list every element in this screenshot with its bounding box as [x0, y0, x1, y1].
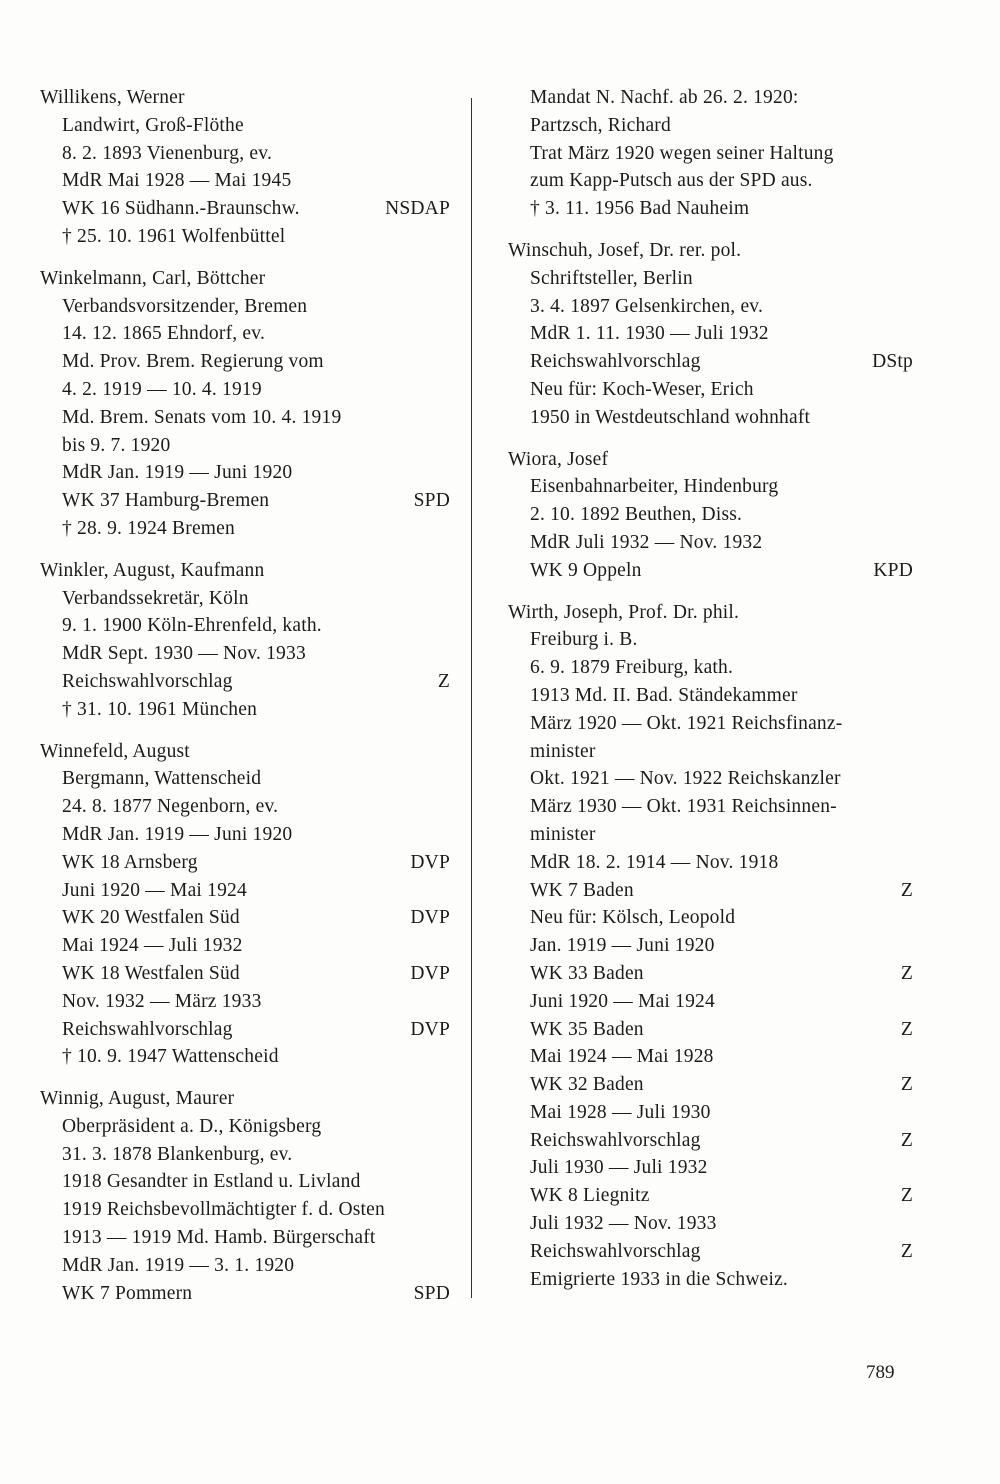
entry-line-text: Mandat N. Nachf. ab 26. 2. 1920: — [530, 87, 799, 108]
entry-line-text: WK 18 Westfalen Süd — [62, 962, 240, 984]
entry-line-text: zum Kapp-Putsch aus der SPD aus. — [530, 170, 813, 192]
entry-line-text: Juni 1920 — Mai 1924 — [530, 990, 715, 1012]
entry-line-text: WK 7 Baden — [530, 879, 634, 901]
entry-line-text: Neu für: Kölsch, Leopold — [530, 907, 736, 929]
entry-line-text: Landwirt, Groß-Flöthe — [62, 114, 244, 136]
entry-name-text: Winnig, August, Maurer — [40, 1088, 235, 1110]
entry-line — [508, 765, 913, 793]
entry-line-text: † 31. 10. 1961 München — [62, 698, 258, 720]
entry-line-text: MdR 18. 2. 1914 — Nov. 1918 — [530, 851, 779, 873]
entry-line — [508, 988, 913, 1016]
biography-entry — [40, 84, 450, 251]
entry-line — [40, 1113, 450, 1141]
entry-line — [40, 765, 450, 793]
left-column — [40, 84, 450, 1321]
biography-entry — [508, 84, 913, 223]
entry-line — [508, 195, 913, 223]
party-label: Z — [900, 1129, 913, 1151]
entry-line-text: MdR Sept. 1930 — Nov. 1933 — [62, 643, 306, 665]
entry-line-text: WK 37 Hamburg-Bremen — [62, 490, 270, 512]
entry-line-text: Mai 1928 — Juli 1930 — [530, 1101, 711, 1123]
party-label: SPD — [413, 1282, 450, 1304]
entry-name — [40, 265, 450, 293]
entry-line-text: Juli 1930 — Juli 1932 — [530, 1157, 708, 1179]
entry-line-text: Mai 1924 — Juli 1932 — [62, 935, 243, 957]
entry-line — [40, 1252, 450, 1280]
entry-line-text: MdR Mai 1928 — Mai 1945 — [62, 170, 292, 192]
entry-line — [508, 1154, 913, 1182]
party-label: DVP — [410, 851, 450, 873]
entry-line — [40, 1141, 450, 1169]
entry-line — [508, 710, 913, 738]
party-label: Z — [900, 1018, 913, 1040]
entry-line-text: 1913 — 1919 Md. Hamb. Bürgerschaft — [62, 1227, 376, 1249]
entry-line-text: WK 18 Arnsberg — [62, 851, 198, 873]
entry-line-text: WK 20 Westfalen Süd — [62, 907, 240, 929]
entry-line — [40, 515, 450, 543]
entry-line — [508, 529, 913, 557]
biography-entry — [40, 738, 450, 1072]
biography-entry — [508, 237, 913, 432]
entry-line — [40, 293, 450, 321]
entry-line-text: WK 32 Baden — [530, 1074, 644, 1096]
entry-line — [508, 84, 913, 112]
entry-line-text: Md. Brem. Senats vom 10. 4. 1919 — [62, 406, 342, 428]
entry-line — [40, 640, 450, 668]
party-label: Z — [900, 1240, 913, 1262]
entry-line — [40, 459, 450, 487]
entry-line — [508, 265, 913, 293]
entry-name — [40, 84, 450, 112]
entry-line-text: 6. 9. 1879 Freiburg, kath. — [530, 657, 734, 679]
entry-line — [508, 557, 913, 585]
entry-line-text: Reichswahlvorschlag — [530, 1240, 701, 1262]
entry-line — [40, 612, 450, 640]
entry-line-text: MdR Jan. 1919 — Juni 1920 — [62, 462, 293, 484]
entry-name — [508, 599, 913, 627]
entry-line — [40, 988, 450, 1016]
party-label: Z — [900, 962, 913, 984]
entry-line-text: 1919 Reichsbevollmächtigter f. d. Osten — [62, 1199, 385, 1221]
entry-line — [40, 668, 450, 696]
entry-line — [40, 348, 450, 376]
entry-line — [40, 1224, 450, 1252]
entry-line-text: Reichswahlvorschlag — [530, 1129, 701, 1151]
entry-line — [40, 487, 450, 515]
biography-entry — [40, 557, 450, 724]
entry-line — [40, 1043, 450, 1071]
entry-line — [40, 195, 450, 223]
entry-line-text: MdR Jan. 1919 — Juni 1920 — [62, 823, 293, 845]
entry-line — [508, 877, 913, 905]
party-label: KPD — [873, 559, 913, 581]
party-label: DVP — [410, 1018, 450, 1040]
biography-entry — [508, 599, 913, 1294]
entry-line-text: Neu für: Koch-Weser, Erich — [530, 378, 754, 400]
entry-line — [508, 904, 913, 932]
entry-line-text: Juni 1920 — Mai 1924 — [62, 879, 247, 901]
entry-line-text: WK 16 Südhann.-Braunschw. — [62, 198, 300, 220]
entry-line-text: Reichswahlvorschlag — [62, 1018, 233, 1040]
entry-name-text: Wirth, Joseph, Prof. Dr. phil. — [508, 601, 740, 623]
entry-line-text: WK 33 Baden — [530, 962, 644, 984]
entry-line — [508, 1071, 913, 1099]
entry-line — [508, 376, 913, 404]
entry-line-text: 8. 2. 1893 Vienenburg, ev. — [62, 142, 273, 164]
entry-line — [40, 376, 450, 404]
entry-name — [508, 446, 913, 474]
entry-line — [508, 501, 913, 529]
party-label: NSDAP — [385, 198, 450, 220]
entry-line — [508, 654, 913, 682]
entry-line — [40, 904, 450, 932]
party-label: DStp — [872, 351, 913, 373]
entry-line-text: Reichswahlvorschlag — [530, 351, 701, 373]
entry-line-text: 14. 12. 1865 Ehndorf, ev. — [62, 323, 266, 345]
entry-line-text: † 3. 11. 1956 Bad Nauheim — [530, 198, 750, 220]
entry-line — [40, 932, 450, 960]
page-number: 789 — [866, 1362, 895, 1383]
entry-line-text: Md. Prov. Brem. Regierung vom — [62, 351, 324, 373]
entry-line-text: MdR Jan. 1919 — 3. 1. 1920 — [62, 1254, 295, 1276]
entry-line — [40, 167, 450, 195]
entry-line — [508, 1182, 913, 1210]
entry-line-text: Mai 1924 — Mai 1928 — [530, 1046, 714, 1068]
entry-name — [40, 738, 450, 766]
entry-line-text: Okt. 1921 — Nov. 1922 Reichskanzler — [530, 768, 841, 790]
entry-line — [40, 112, 450, 140]
entry-line-text: 1913 Md. II. Bad. Ständekammer — [530, 684, 798, 706]
entry-line — [508, 793, 913, 821]
entry-line-text: 1918 Gesandter in Estland u. Livland — [62, 1171, 361, 1193]
party-label: Z — [900, 879, 913, 901]
entry-line — [508, 738, 913, 766]
entry-line — [508, 140, 913, 168]
entry-line — [508, 112, 913, 140]
entry-line-text: bis 9. 7. 1920 — [62, 434, 171, 456]
entry-line — [508, 167, 913, 195]
entry-line-text: WK 9 Oppeln — [530, 559, 642, 581]
entry-line-text: 1950 in Westdeutschland wohnhaft — [530, 406, 811, 428]
entry-line — [40, 432, 450, 460]
entry-line-text: MdR 1. 11. 1930 — Juli 1932 — [530, 323, 769, 345]
entry-line — [40, 1016, 450, 1044]
entry-line-text: Freiburg i. B. — [530, 629, 638, 651]
entry-line-text: Reichswahlvorschlag — [62, 670, 233, 692]
entry-line — [508, 1266, 913, 1294]
entry-line-text: Emigrierte 1933 in die Schweiz. — [530, 1268, 789, 1290]
entry-line — [40, 1168, 450, 1196]
entry-line — [40, 320, 450, 348]
entry-name-text: Wiora, Josef — [508, 448, 609, 470]
entry-line-text: Trat März 1920 wegen seiner Haltung — [530, 142, 834, 164]
entry-line — [508, 1210, 913, 1238]
biography-entry — [40, 265, 450, 543]
biography-entry — [508, 446, 913, 585]
entry-line-text: minister — [530, 740, 596, 762]
entry-line — [40, 960, 450, 988]
entry-line — [508, 320, 913, 348]
entry-line-text: minister — [530, 823, 596, 845]
entry-line — [508, 960, 913, 988]
entry-name-text: Winkelmann, Carl, Böttcher — [40, 267, 266, 289]
entry-line-text: † 10. 9. 1947 Wattenscheid — [62, 1046, 279, 1068]
entry-line — [40, 404, 450, 432]
entry-line — [40, 1280, 450, 1308]
entry-line-text: WK 8 Liegnitz — [530, 1185, 650, 1207]
entry-line-text: Nov. 1932 — März 1933 — [62, 990, 262, 1012]
entry-line-text: Bergmann, Wattenscheid — [62, 768, 262, 790]
entry-line-text: Verbandsvorsitzender, Bremen — [62, 295, 308, 317]
entry-line-text: 24. 8. 1877 Negenborn, ev. — [62, 796, 279, 818]
entry-line — [40, 849, 450, 877]
entry-line-text: † 28. 9. 1924 Bremen — [62, 517, 235, 539]
entry-line — [40, 877, 450, 905]
biography-entry — [40, 1085, 450, 1307]
entry-line — [40, 585, 450, 613]
entry-name — [40, 1085, 450, 1113]
entry-line-text: März 1920 — Okt. 1921 Reichsfinanz- — [530, 712, 843, 734]
entry-line-text: † 25. 10. 1961 Wolfenbüttel — [62, 225, 286, 247]
entry-line-text: 31. 3. 1878 Blankenburg, ev. — [62, 1143, 293, 1165]
entry-line — [508, 821, 913, 849]
entry-name-text: Winkler, August, Kaufmann — [40, 559, 265, 581]
entry-name-text: Willikens, Werner — [40, 87, 185, 108]
entry-line — [40, 140, 450, 168]
entry-line — [40, 223, 450, 251]
entry-line — [40, 793, 450, 821]
entry-line — [508, 293, 913, 321]
entry-line-text: 3. 4. 1897 Gelsenkirchen, ev. — [530, 295, 764, 317]
entry-line — [508, 682, 913, 710]
entry-line-text: März 1930 — Okt. 1931 Reichsinnen- — [530, 796, 837, 818]
party-label: DVP — [410, 962, 450, 984]
entry-line — [508, 932, 913, 960]
entry-line — [508, 473, 913, 501]
entry-line-text: 2. 10. 1892 Beuthen, Diss. — [530, 504, 743, 526]
entry-line-text: WK 35 Baden — [530, 1018, 644, 1040]
entry-line-text: Juli 1932 — Nov. 1933 — [530, 1213, 717, 1235]
entry-line-text: Oberpräsident a. D., Königsberg — [62, 1115, 322, 1137]
party-label: SPD — [413, 490, 450, 512]
entry-line-text: Eisenbahnarbeiter, Hindenburg — [530, 476, 779, 498]
entry-name-text: Winschuh, Josef, Dr. rer. pol. — [508, 239, 742, 261]
entry-line — [508, 849, 913, 877]
entry-line-text: WK 7 Pommern — [62, 1282, 193, 1304]
entry-line — [40, 821, 450, 849]
entry-line — [508, 1016, 913, 1044]
entry-line — [508, 1127, 913, 1155]
party-label: DVP — [410, 907, 450, 929]
entry-line-text: Verbandssekretär, Köln — [62, 587, 249, 609]
entry-line-text: Schriftsteller, Berlin — [530, 267, 693, 289]
entry-line-text: 9. 1. 1900 Köln-Ehrenfeld, kath. — [62, 615, 322, 637]
entry-line-text: 4. 2. 1919 — 10. 4. 1919 — [62, 378, 262, 400]
entry-line-text: Partzsch, Richard — [530, 114, 671, 136]
entry-line — [508, 1043, 913, 1071]
entry-line — [508, 404, 913, 432]
entry-line — [508, 348, 913, 376]
column-divider — [471, 98, 472, 1298]
entry-line — [508, 626, 913, 654]
entry-line — [508, 1099, 913, 1127]
entry-line-text: Jan. 1919 — Juni 1920 — [530, 935, 715, 957]
entry-name — [508, 237, 913, 265]
right-column — [508, 84, 913, 1307]
entry-line-text: MdR Juli 1932 — Nov. 1932 — [530, 531, 763, 553]
entry-line — [40, 696, 450, 724]
party-label: Z — [900, 1185, 913, 1207]
party-label: Z — [900, 1074, 913, 1096]
entry-name-text: Winnefeld, August — [40, 740, 190, 762]
entry-line — [508, 1238, 913, 1266]
party-label: Z — [437, 670, 450, 692]
entry-name — [40, 557, 450, 585]
entry-line — [40, 1196, 450, 1224]
